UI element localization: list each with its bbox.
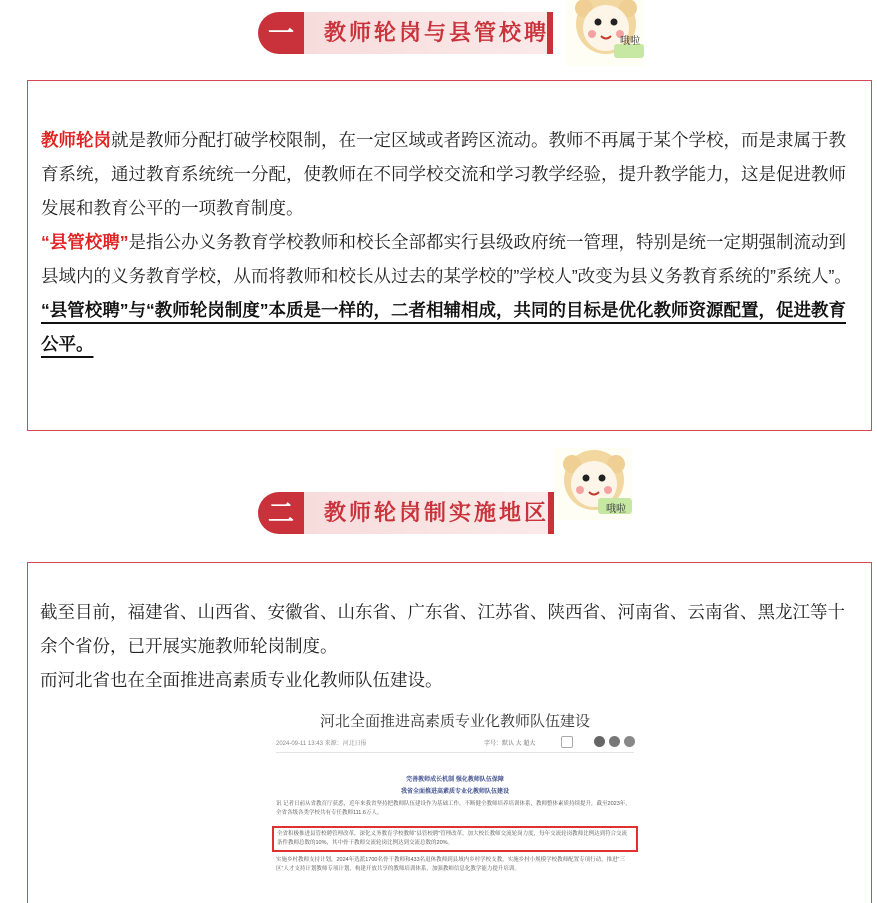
share-qq-icon[interactable]	[624, 736, 635, 747]
news-date-source: 2024-09-11 13:43 来源：河北日报	[276, 741, 367, 747]
paragraph-hebei: 而河北省也在全面推进高素质专业化教师队伍建设。	[40, 670, 443, 690]
mascot-sticker-2	[554, 448, 632, 520]
share-weibo-icon[interactable]	[609, 736, 620, 747]
paragraph-county-management	[41, 225, 858, 293]
news-body-2: 全省积极推进县管校聘管理改革，深化义务教育学校教师“县管校聘”管理改革，加大校长教师交流轮岗力度，每年交流轮岗教师比例达到符合交流条件教师总数的10%，其中骨干教师交流轮岗比例达到交流总数的20%。	[277, 831, 628, 846]
paragraph-summary	[41, 293, 858, 361]
mascot-caption: 哦啦	[606, 504, 626, 515]
term-teacher-rotation: 教师轮岗	[41, 130, 111, 150]
news-title: 河北全面推进高素质专业化教师队伍建设	[319, 713, 590, 730]
section-header-2	[258, 492, 554, 534]
section-title: 教师轮岗制实施地区	[324, 500, 550, 525]
section-number: 二	[258, 492, 304, 534]
term-county-management: “县管校聘”	[41, 232, 129, 252]
section-header-1	[258, 12, 553, 54]
news-highlight-box	[272, 826, 638, 852]
print-icon[interactable]	[561, 736, 573, 748]
news-body-1: 讯 记者日前从省教育厅获悉，近年来我省坚持把教师队伍建设作为基础工作，不断健全教师培养培训体系，教师整体素质持续提升，截至2023年，全省各级各类学校共有专任教师111.6万人。	[276, 801, 631, 816]
mascot-caption: 哦啦	[620, 36, 640, 47]
paragraph-provinces: 截至目前，福建省、山西省、安徽省、山东省、广东省、江苏省、陕西省、河南省、云南省、黑龙江等十余个省份，已开展实施教师轮岗制度。	[40, 602, 845, 656]
definition-teacher-rotation: 就是教师分配打破学校限制，在一定区域或者跨区流动。教师不再属于某个学校，而是隶属于教育系统，通过教育系统统一分配，使教师在不同学校交流和学习教学经验，提升教学能力，这是促进教师发展和教育公平的一项教育制度。	[41, 130, 846, 218]
definition-county-management: 是指公办义务教育学校教师和校长全部都实行县级政府统一管理，特别是统一定期强制流动到县域内的义务教育学校，从而将教师和校长从过去的某学校的”学校人”改变为县义务教育系统的”系统人”。	[41, 232, 852, 286]
content-box-definitions	[27, 80, 872, 431]
news-meta-bar	[276, 736, 634, 753]
mascot-sticker-1	[566, 0, 644, 66]
summary-statement: “县管校聘”与“教师轮岗制度”本质是一样的，二者相辅相成，共同的目标是优化教师资源配置，促进教育公平。	[41, 300, 846, 354]
share-wechat-icon[interactable]	[594, 736, 605, 747]
section-title: 教师轮岗与县管校聘	[324, 20, 550, 45]
section-number: 一	[258, 12, 304, 54]
news-subtitle-1: 完善教师成长机制 强化教师队伍保障	[406, 777, 504, 783]
paragraph-teacher-rotation	[41, 123, 858, 225]
news-font-size[interactable]: 字号：默认 大 超大	[484, 741, 536, 747]
news-screenshot	[270, 700, 640, 894]
news-body-3: 实施乡村教师支持计划，2024年选派1700名骨干教师和433名退休教师到县域内乡村学校支教，实施乡村小规模学校教师配置专项行动，推进“三区”人才支持计划教师专项计划，构建开放共享的教师培训体系，加强教师信息化教学能力提升培训。	[276, 857, 625, 872]
news-subtitle-2: 我省全面推进高素质专业化教师队伍建设	[400, 789, 509, 795]
